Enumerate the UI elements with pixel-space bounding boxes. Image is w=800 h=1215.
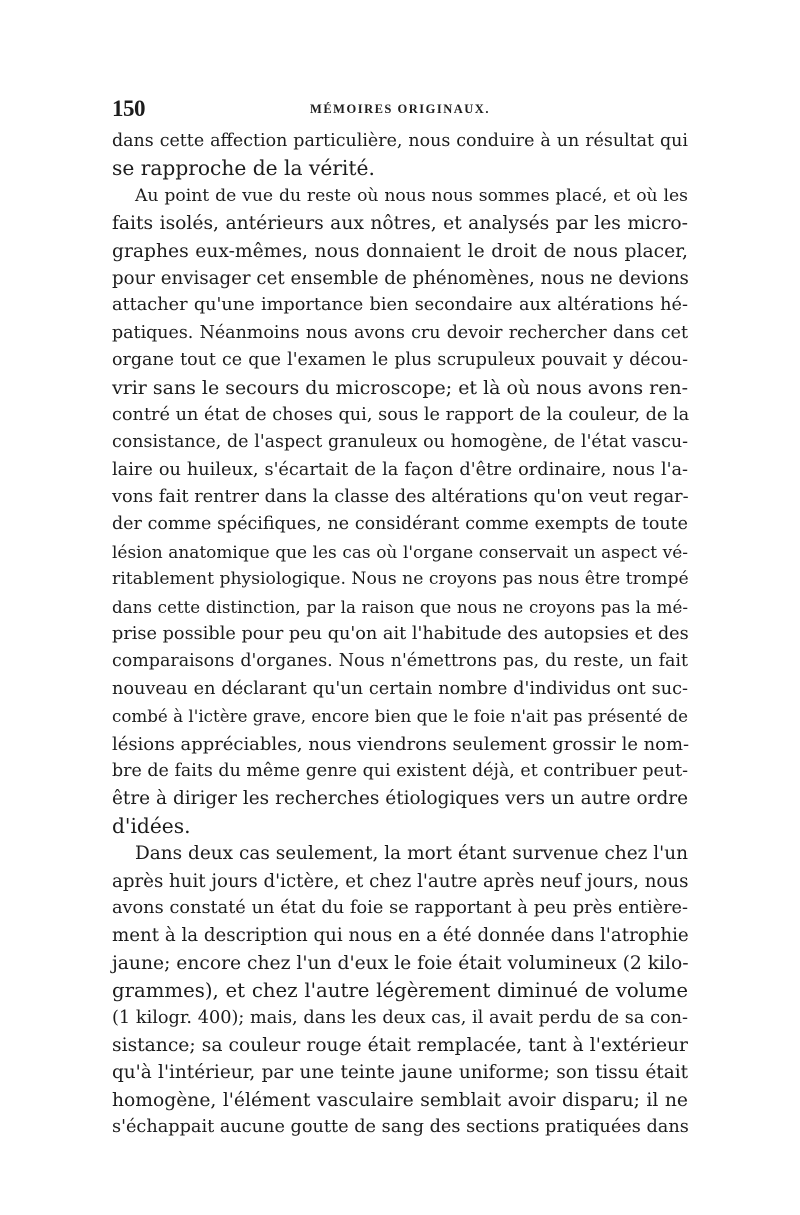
text-line: ment à la description qui nous en a été donnée dans l'atrophie [112, 925, 689, 947]
text-line: après huit jours d'ictère, et chez l'autre après neuf jours, nous [112, 870, 689, 892]
running-head [112, 96, 688, 122]
running-title: MÉMOIRES ORIGINAUX. [310, 102, 490, 116]
text-line: contré un état de choses qui, sous le rapport de la couleur, de la [112, 404, 690, 425]
text-line: grammes), et chez l'autre légèrement diminué de volume [112, 979, 688, 1003]
text-line: lésion anatomique que les cas où l'organe conservait un aspect vé- [112, 541, 688, 562]
text-line: combé à l'ictère grave, encore bien que le foie n'ait pas présenté de [112, 706, 688, 727]
text-line: der comme spécifiques, ne considérant comme exempts de toute [112, 514, 688, 535]
text-line: organe tout ce que l'examen le plus scrupuleux pouvait y décou- [112, 350, 688, 371]
text-line: (1 kilogr. 400); mais, dans les deux cas, il avait perdu de sa con- [112, 1007, 688, 1028]
text-line: dans cette affection particulière, nous conduire à un résultat qui [112, 131, 688, 151]
text-line: graphes eux-mêmes, nous donnaient le droit de nous placer, [112, 240, 688, 262]
text-line: consistance, de l'aspect granuleux ou homogène, de l'état vascu- [112, 432, 688, 453]
text-line: Dans deux cas seulement, la mort étant survenue chez l'un [135, 843, 688, 865]
text-line: jaune; encore chez l'un d'eux le foie était volumineux (2 kilo- [112, 952, 689, 974]
text-line: pour envisager cet ensemble de phénomènes, nous ne devions [112, 267, 689, 289]
text-line: qu'à l'intérieur, par une teinte jaune uniforme; son tissu était [112, 1062, 688, 1084]
text-line: Au point de vue du reste où nous nous sommes placé, et où les [135, 185, 688, 206]
text-line: être à diriger les recherches étiologiques vers un autre ordre [112, 788, 688, 810]
text-line: dans cette distinction, par la raison que nous ne croyons pas la mé- [112, 596, 688, 617]
text-line: bre de faits du même genre qui existent déjà, et contribuer peut- [112, 760, 688, 781]
text-line: comparaisons d'organes. Nous n'émettrons pas, du reste, un fait [112, 651, 688, 672]
text-line: prise possible pour peu qu'on ait l'habitude des autopsies et des [112, 624, 689, 645]
text-line: patiques. Néanmoins nous avons cru devoir rechercher dans cet [112, 322, 688, 343]
text-line: faits isolés, antérieurs aux nôtres, et analysés par les micro- [112, 213, 688, 235]
text-line: attacher qu'une importance bien secondaire aux altérations hé- [112, 295, 688, 316]
text-line: s'échappait aucune goutte de sang des sections pratiquées dans [112, 1117, 689, 1138]
page-number: 150 [112, 96, 145, 121]
text-line: lésions appréciables, nous viendrons seulement grossir le nom- [112, 733, 690, 755]
text-line: d'idées. [112, 813, 191, 838]
text-line: vons fait rentrer dans la classe des altérations qu'on veut regar- [112, 487, 689, 508]
text-line: avons constaté un état du foie se rapportant à peu près entière- [112, 897, 688, 918]
text-line: homogène, l'élément vasculaire semblait avoir disparu; il ne [112, 1089, 688, 1111]
text-line: vrir sans le secours du microscope; et là où nous avons ren- [112, 376, 688, 399]
text-line: se rapproche de la vérité. [112, 156, 375, 181]
text-line: laire ou huileux, s'écartait de la façon d'être ordinaire, nous l'a- [112, 459, 688, 480]
body-text [112, 128, 688, 1141]
text-line: ritablement physiologique. Nous ne croyons pas nous être trompé [112, 569, 689, 590]
text-line: sistance; sa couleur rouge était remplacée, tant à l'extérieur [112, 1034, 688, 1056]
text-line: nouveau en déclarant qu'un certain nombre d'individus ont suc- [112, 678, 688, 699]
